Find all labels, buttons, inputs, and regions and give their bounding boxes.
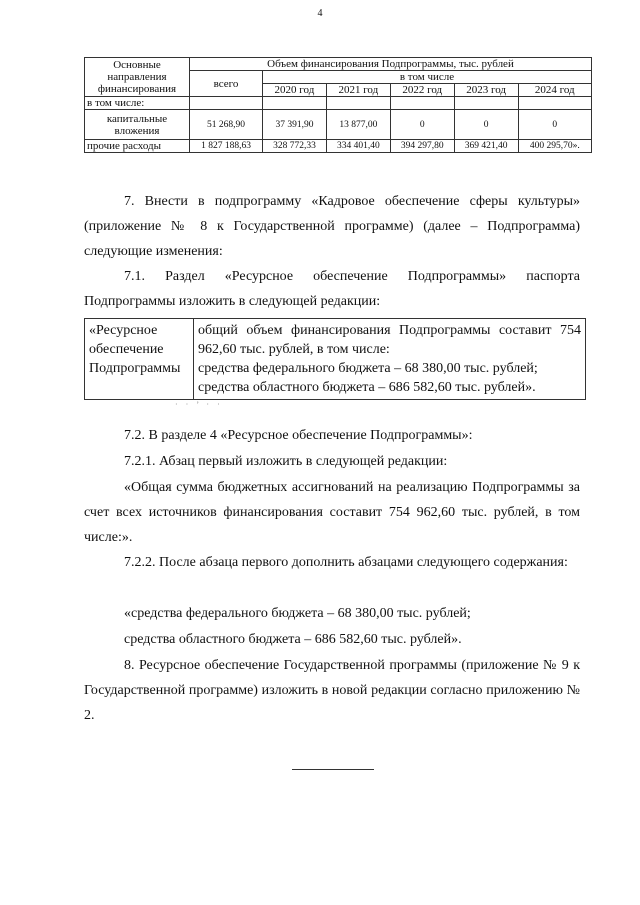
header-year: 2020 год <box>263 84 327 97</box>
resource-line: средства федерального бюджета – 68 380,00 тыс. рублей; <box>198 361 538 376</box>
paragraph-7-2-2: 7.2.2. После абзаца первого дополнить абзацами следующего содержания: <box>124 555 568 570</box>
row-label: прочие расходы <box>85 140 190 153</box>
table-row <box>85 97 592 110</box>
cell-value: 1 827 188,63 <box>190 140 263 153</box>
cell-value: 328 772,33 <box>263 140 327 153</box>
paragraph-7-2-2-b: средства областного бюджета – 686 582,60 тыс. рублей». <box>124 632 462 647</box>
cell-value: 51 268,90 <box>190 110 263 140</box>
paragraph-7-2: 7.2. В разделе 4 «Ресурсное обеспечение Подпрограммы»: <box>124 428 473 443</box>
table-row <box>85 140 592 153</box>
paragraph-7-2-1-quote: «Общая сумма бюджетных ассигнований на реализацию Подпрограммы за счет всех источников финансирования составит 754 962,60 тыс. рублей, в том числе:». <box>84 480 580 545</box>
cell-value: 0 <box>390 110 454 140</box>
paragraph-7-2-2-a: «средства федерального бюджета – 68 380,00 тыс. рублей; <box>124 606 471 621</box>
header-year: 2022 год <box>390 84 454 97</box>
paragraph-8: 8. Ресурсное обеспечение Государственной программы (приложение № 9 к Государственной программе) изложить в новой редакции согласно приложению № 2. <box>84 658 580 723</box>
table-row <box>85 110 592 140</box>
paragraph-7-1: 7.1. Раздел «Ресурсное обеспечение Подпрограммы» паспорта Подпрограммы изложить в следующей редакции: <box>84 269 580 309</box>
header-incl: в том числе <box>263 71 592 84</box>
end-rule <box>292 769 374 770</box>
scan-specks: · · ’ · · <box>175 400 223 409</box>
cell-value: 400 295,70». <box>518 140 591 153</box>
resource-box-label: «Ресурсное обеспечение Подпрограммы <box>85 319 194 400</box>
header-year: 2021 год <box>326 84 390 97</box>
cell-value: 0 <box>454 110 518 140</box>
paragraph-7: 7. Внести в подпрограмму «Кадровое обеспечение сферы культуры» (приложение № 8 к Государственной программе) (далее – Подпрограмма) следующие изменения: <box>84 194 580 259</box>
header-year: 2023 год <box>454 84 518 97</box>
header-directions: Основные направления финансирования <box>85 58 190 97</box>
header-volume: Объем финансирования Подпрограммы, тыс. рублей <box>190 58 592 71</box>
resource-line: средства областного бюджета – 686 582,60 тыс. рублей». <box>198 380 536 395</box>
table-header-row <box>85 58 592 71</box>
cell-value: 0 <box>518 110 591 140</box>
row-label: капитальные вложения <box>85 110 190 140</box>
resource-box-content <box>194 319 586 400</box>
financing-table <box>84 57 592 153</box>
cell-value: 334 401,40 <box>326 140 390 153</box>
cell-value: 369 421,40 <box>454 140 518 153</box>
cell-value: 394 297,80 <box>390 140 454 153</box>
page-number: 4 <box>317 8 323 19</box>
cell-value: 13 877,00 <box>326 110 390 140</box>
header-year: 2024 год <box>518 84 591 97</box>
resource-line: общий объем финансирования Подпрограммы составит 754 962,60 тыс. рублей, в том числе: <box>198 323 581 357</box>
row-label: в том числе: <box>85 97 190 110</box>
header-total: всего <box>190 71 263 97</box>
paragraph-7-2-1: 7.2.1. Абзац первый изложить в следующей редакции: <box>124 454 448 469</box>
cell-value: 37 391,90 <box>263 110 327 140</box>
resource-box <box>84 318 586 400</box>
